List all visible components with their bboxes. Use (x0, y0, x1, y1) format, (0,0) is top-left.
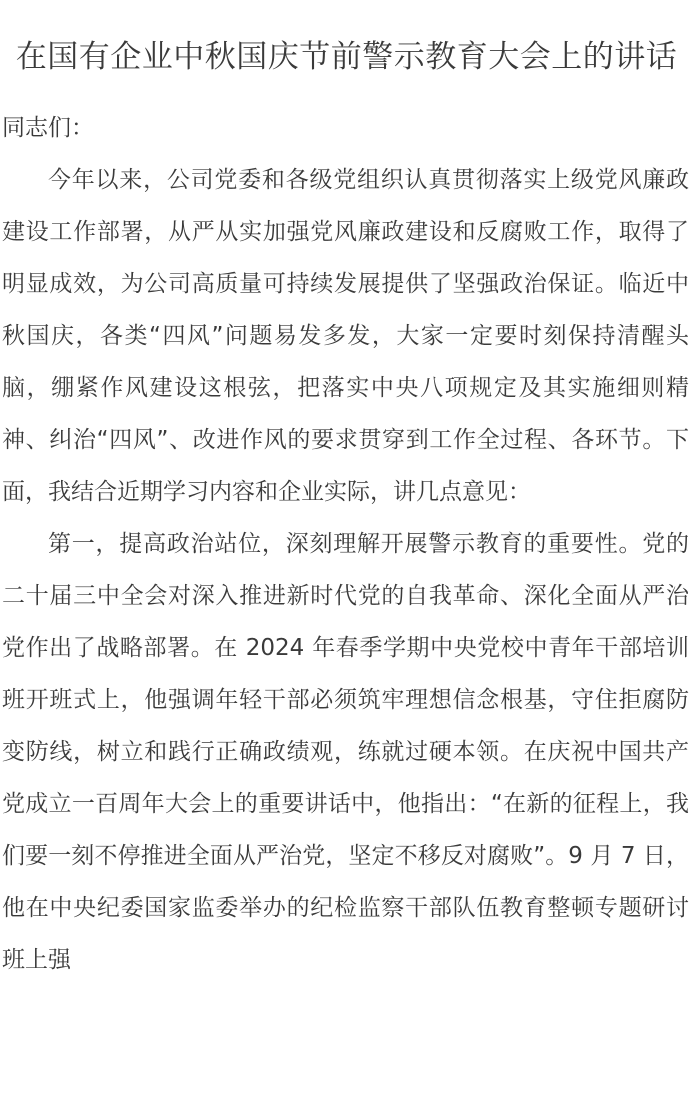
paragraph-first-point: 第一，提高政治站位，深刻理解开展警示教育的重要性。党的二十届三中全会对深入推进新时代党的自我革命、深化全面从严治党作出了战略部署。在 2024 年春季学期中央党校中青年干部培训班开班式上，他强调年轻干部必须筑牢理想信念根基，守住拒腐防变防线，树立和践行正确政绩观，练就过硬本领。在庆祝中国共产党成立一百周年大会上的重要讲话中，他指出：“在新的征程上，我们要一刻不停推进全面从严治党，坚定不移反对腐败”。9 月 7 日，他在中央纪委国家监委举办的纪检监察干部队伍教育整顿专题研讨班上强 (2, 531, 689, 973)
document-body (0, 102, 693, 986)
paragraph-intro: 今年以来，公司党委和各级党组织认真贯彻落实上级党风廉政建设工作部署，从严从实加强党风廉政建设和反腐败工作，取得了明显成效，为公司高质量可持续发展提供了坚强政治保证。临近中秋国庆，各类“四风”问题易发多发，大家一定要时刻保持清醒头脑，绷紧作风建设这根弦，把落实中央八项规定及其实施细则精神、纠治“四风”、改进作风的要求贯穿到工作全过程、各环节。下面，我结合近期学习内容和企业实际，讲几点意见： (2, 167, 689, 505)
salutation: 同志们： (2, 115, 94, 141)
document-title: 在国有企业中秋国庆节前警示教育大会上的讲话 (15, 39, 678, 75)
